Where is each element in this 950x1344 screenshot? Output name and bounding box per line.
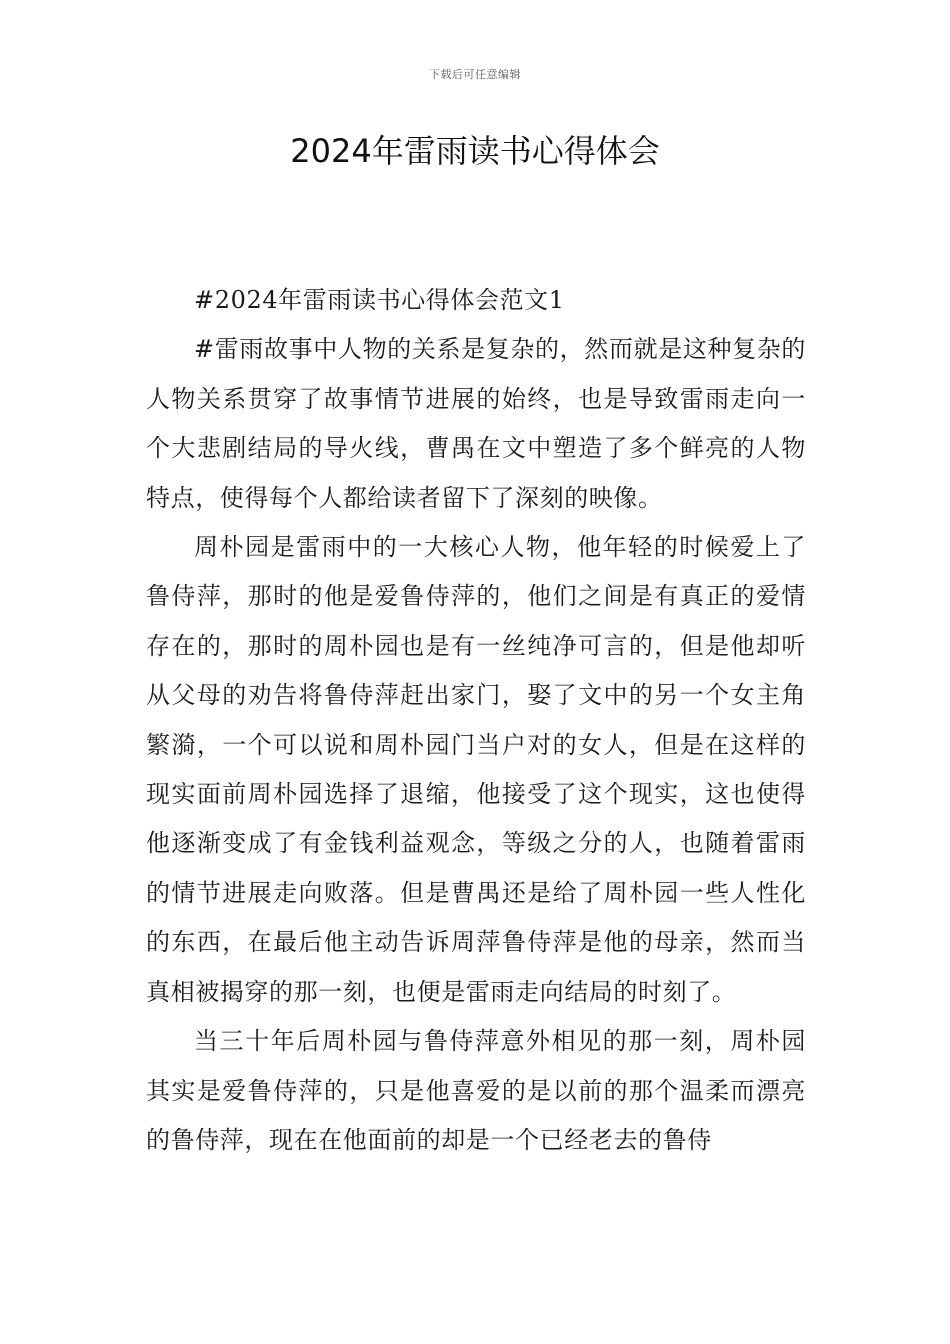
paragraph-subtitle: #2024年雷雨读书心得体会范文1 <box>194 286 565 314</box>
document-body <box>146 276 806 1165</box>
header-note: 下载后可任意编辑 <box>429 68 521 81</box>
paragraph: 当三十年后周朴园与鲁侍萍意外相见的那一刻，周朴园其实是爱鲁侍萍的，只是他喜爱的是以前的那个温柔而漂亮的鲁侍萍，现在在他面前的却是一个已经老去的鲁侍 <box>146 1027 806 1154</box>
paragraph: #雷雨故事中人物的关系是复杂的，然而就是这种复杂的人物关系贯穿了故事情节进展的始终，也是导致雷雨走向一个大悲剧结局的导火线，曹禺在文中塑造了多个鲜亮的人物特点，使得每个人都给读者留下了深刻的映像。 <box>146 335 806 512</box>
document-title: 2024年雷雨读书心得体会 <box>290 132 660 170</box>
paragraph: 周朴园是雷雨中的一大核心人物，他年轻的时候爱上了鲁侍萍，那时的他是爱鲁侍萍的，他们之间是有真正的爱情存在的，那时的周朴园也是有一丝纯净可言的，但是他却听从父母的劝告将鲁侍萍赶出家门，娶了文中的另一个女主角繁漪，一个可以说和周朴园门当户对的女人，但是在这样的现实面前周朴园选择了退缩，他接受了这个现实，这也使得他逐渐变成了有金钱利益观念，等级之分的人，也随着雷雨的情节进展走向败落。但是曹禺还是给了周朴园一些人性化的东西，在最后他主动告诉周萍鲁侍萍是他的母亲，然而当真相被揭穿的那一刻，也便是雷雨走向结局的时刻了。 <box>146 533 806 1006</box>
